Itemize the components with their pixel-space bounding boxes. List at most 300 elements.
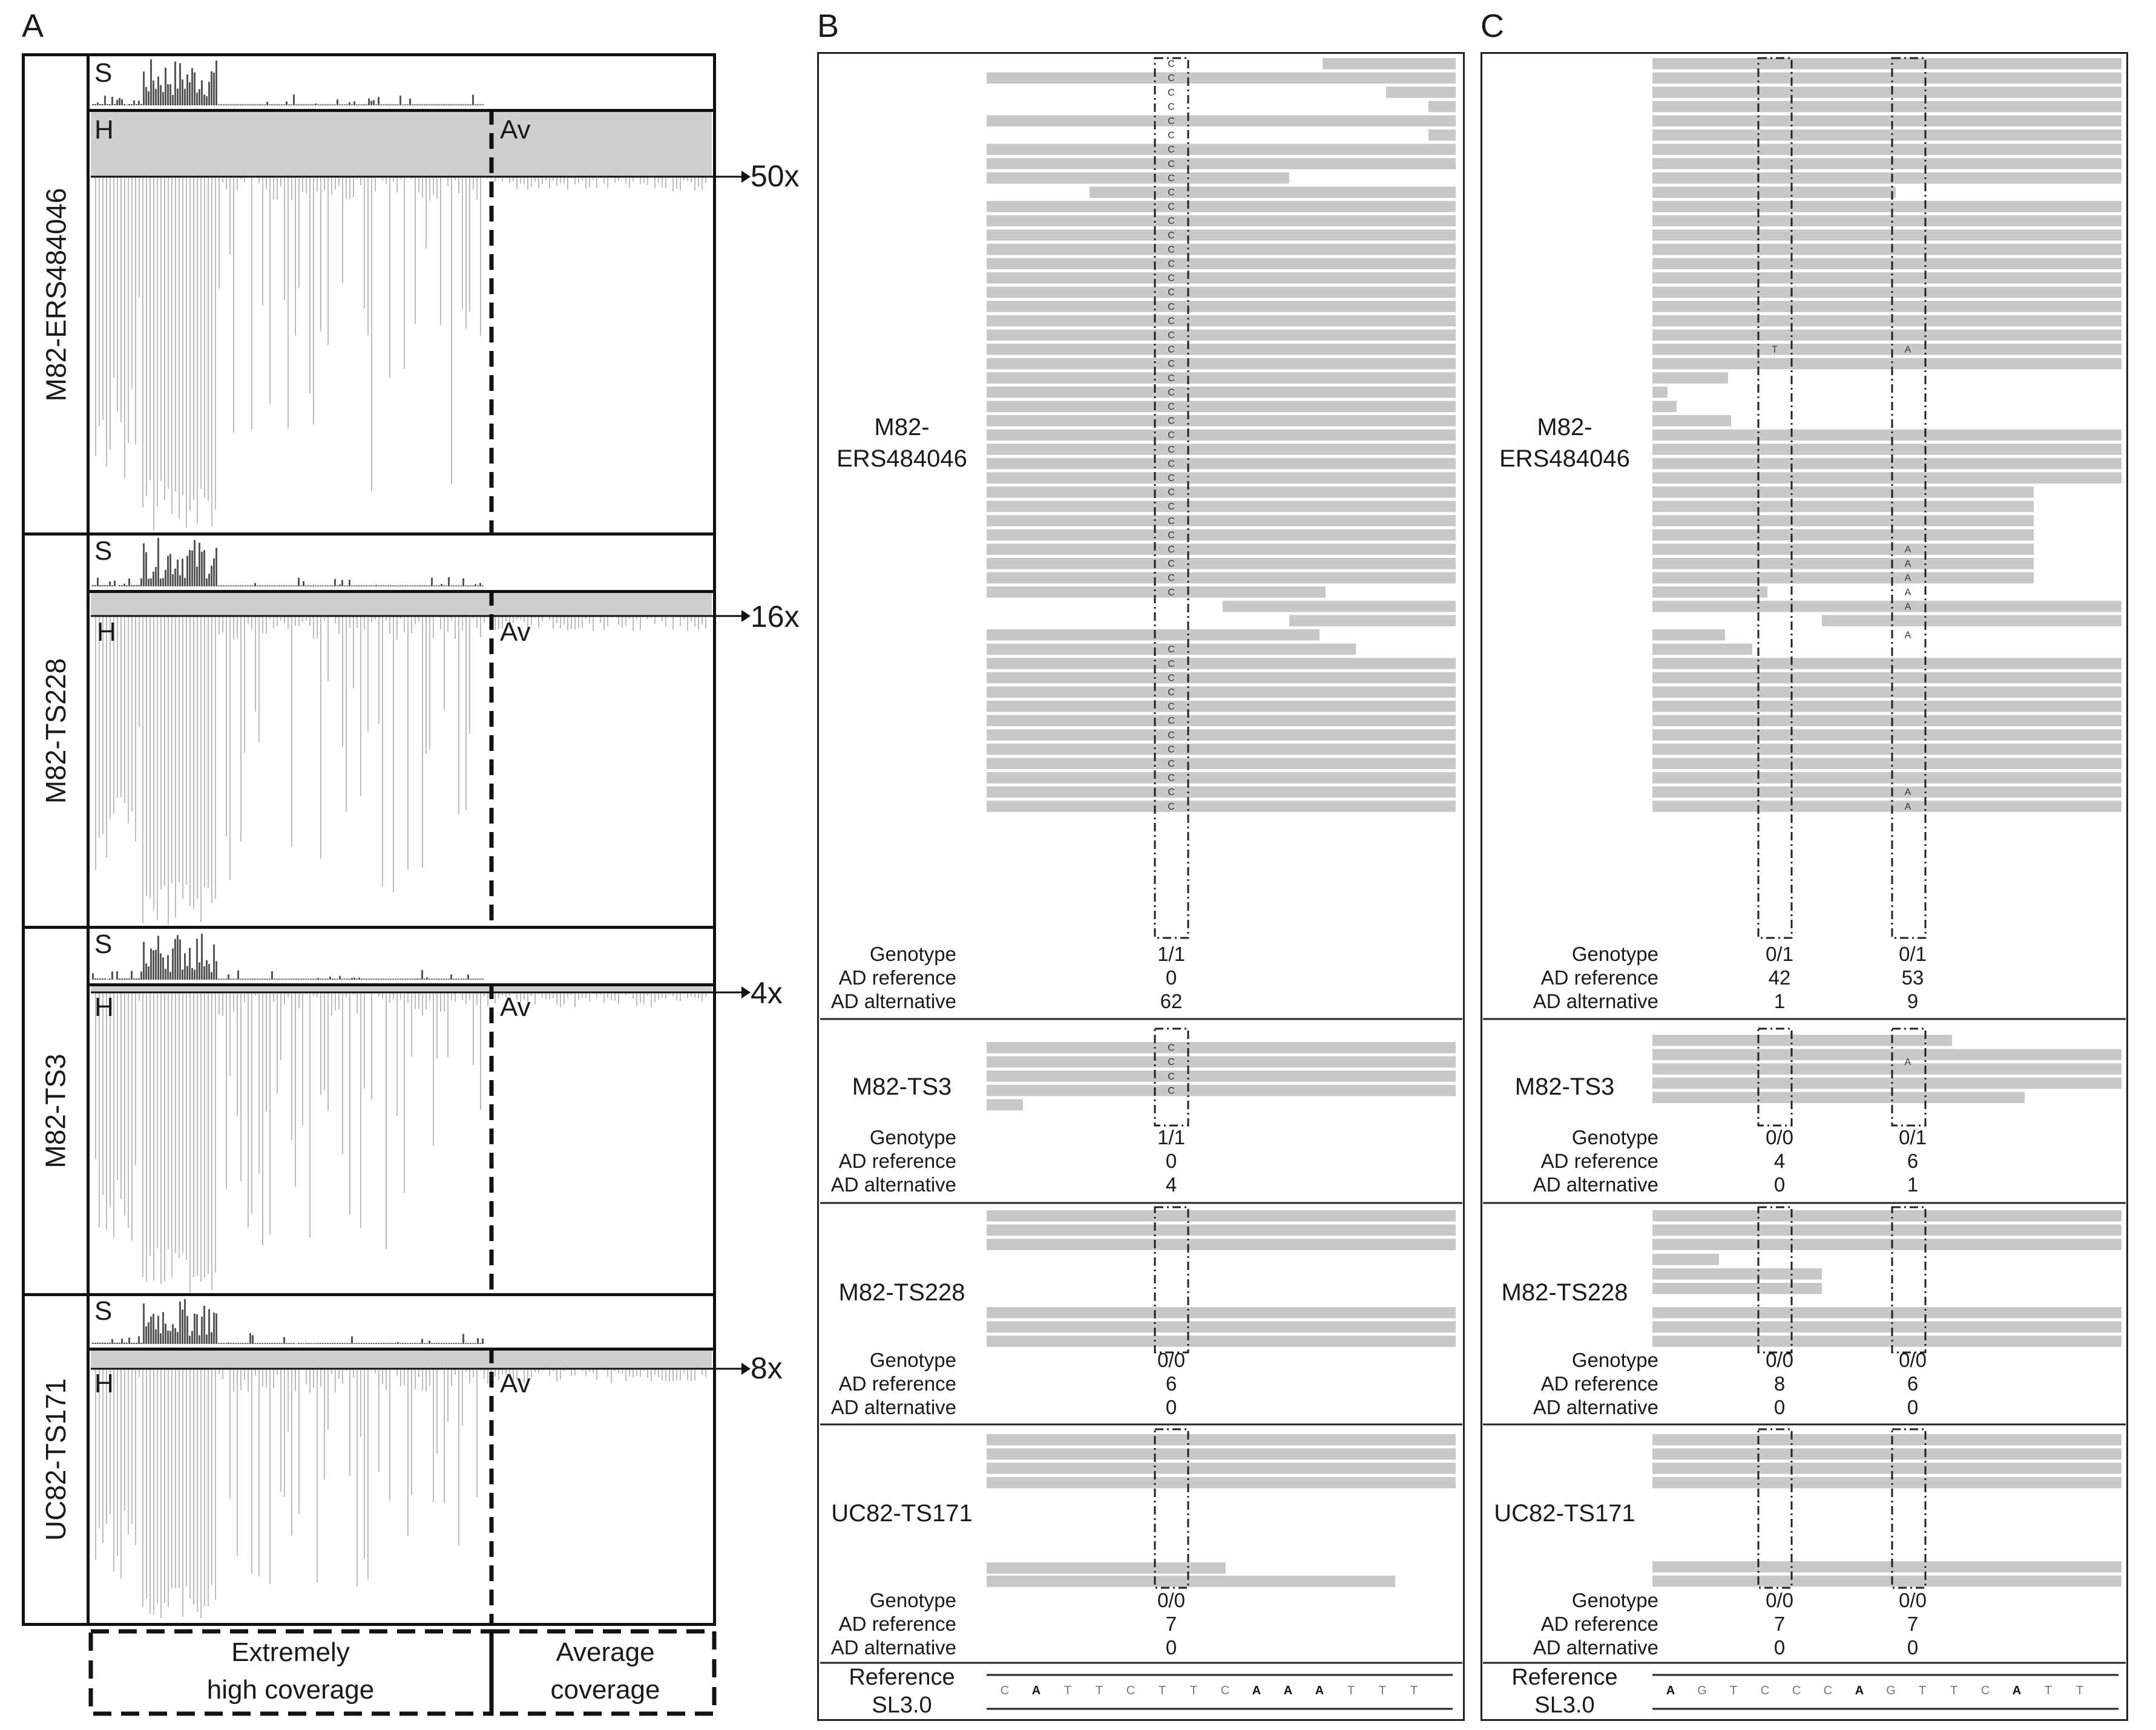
genotype-value: 1/1 — [1157, 1126, 1185, 1148]
read — [1652, 1225, 2121, 1236]
ad-alternative-label: AD alternative — [830, 990, 956, 1012]
sample-name: M82- ERS484046 — [1499, 414, 1630, 472]
site2-genotype-value: 0/0 — [1899, 1589, 1927, 1611]
read — [987, 586, 1326, 598]
reference-base: A — [1031, 1684, 1041, 1697]
read — [1652, 144, 2121, 156]
read — [987, 558, 1456, 569]
h-track-label: H — [94, 115, 114, 145]
coverage-label: 8x — [751, 1351, 783, 1385]
ad-alternative-value: 0 — [1165, 1396, 1177, 1418]
read — [1652, 301, 2121, 312]
read — [1652, 287, 2121, 298]
read-base: C — [1168, 259, 1175, 269]
read-base: A — [1904, 601, 1911, 612]
reference-base: G — [1886, 1684, 1896, 1697]
read — [987, 672, 1456, 684]
read — [1652, 1283, 1822, 1294]
read — [987, 701, 1456, 712]
read-base: C — [1168, 130, 1175, 141]
read-base: C — [1168, 787, 1175, 798]
read — [987, 729, 1456, 741]
read-base: C — [1168, 487, 1175, 498]
ad-alternative-label: AD alternative — [1533, 990, 1658, 1012]
read-base: C — [1168, 545, 1175, 555]
read-base: A — [1904, 801, 1911, 812]
reference-label: Reference SL3.0 — [1511, 1665, 1618, 1718]
read — [987, 158, 1456, 169]
ad-alternative-label: AD alternative — [830, 1636, 956, 1659]
read — [987, 272, 1456, 284]
read-base: C — [1168, 644, 1175, 655]
read — [987, 372, 1456, 384]
read-base: C — [1168, 773, 1175, 784]
read — [987, 472, 1456, 483]
read — [1323, 58, 1456, 70]
read — [1652, 801, 2121, 812]
read-base: C — [1168, 730, 1175, 741]
ad-alternative-label: AD alternative — [830, 1173, 956, 1196]
read — [987, 1449, 1456, 1460]
read — [987, 301, 1456, 312]
read — [1652, 472, 2121, 483]
reference-base: T — [1063, 1684, 1072, 1697]
site1-ad-alternative-value: 0 — [1773, 1636, 1786, 1659]
read — [987, 529, 1456, 541]
read — [1652, 73, 2121, 84]
genotype-label: Genotype — [869, 1589, 956, 1611]
read-base: C — [1168, 330, 1175, 341]
read — [1652, 1463, 2121, 1474]
read — [1652, 1322, 2121, 1333]
read — [1652, 444, 2121, 455]
average-marker-label: Av — [500, 115, 531, 145]
read-base: A — [1904, 787, 1911, 798]
ad-reference-label: AD reference — [838, 1150, 956, 1172]
read-base: C — [1168, 188, 1175, 198]
read-base: A — [1904, 630, 1911, 641]
read — [1652, 387, 1668, 398]
sample-name: M82-TS3 — [1514, 1073, 1615, 1100]
read — [1652, 172, 2121, 184]
reference-base: C — [1220, 1684, 1230, 1697]
genotype-label: Genotype — [1571, 1349, 1658, 1371]
coverage-label: 4x — [751, 976, 783, 1010]
sample-name: M82-TS228 — [838, 1279, 965, 1306]
read — [987, 543, 1456, 555]
read — [987, 1463, 1456, 1474]
read — [987, 715, 1456, 727]
sample-name: UC82-TS171 — [831, 1500, 973, 1527]
genotype-label: Genotype — [869, 943, 956, 965]
read — [987, 315, 1456, 327]
read — [987, 515, 1456, 526]
ad-alternative-label: AD alternative — [1533, 1636, 1658, 1659]
read — [987, 1576, 1395, 1587]
read-base: C — [1168, 73, 1175, 84]
site1-ad-alternative-value: 0 — [1773, 1396, 1786, 1418]
coverage-label: 16x — [751, 600, 800, 634]
site2-ad-reference-value: 6 — [1907, 1150, 1919, 1172]
read — [987, 1099, 1023, 1110]
read — [1652, 672, 2121, 684]
read-base: C — [1168, 1071, 1175, 1082]
reference-base: C — [1792, 1684, 1801, 1697]
read — [1652, 772, 2121, 784]
read — [1652, 501, 2034, 513]
read — [1652, 1239, 2121, 1250]
footer-high-coverage: Extremely high coverage — [206, 1637, 375, 1705]
read — [1652, 543, 2034, 555]
read — [1652, 158, 2121, 169]
read — [1652, 344, 2121, 355]
read — [987, 487, 1456, 498]
read — [1652, 1477, 2121, 1489]
reference-base: A — [1252, 1684, 1261, 1697]
read-base: C — [1168, 1043, 1175, 1053]
site2-ad-alternative-value: 0 — [1907, 1396, 1919, 1418]
read — [987, 1239, 1456, 1250]
site1-genotype-value: 0/0 — [1766, 1349, 1793, 1371]
reference-base: A — [1855, 1684, 1864, 1697]
read-base: C — [1168, 759, 1175, 769]
read — [1652, 430, 2121, 441]
read — [1652, 658, 2121, 669]
read — [987, 1562, 1226, 1574]
read — [987, 787, 1456, 798]
site2-ad-alternative-value: 1 — [1907, 1173, 1919, 1196]
read — [1652, 1434, 2121, 1446]
genotype-value: 0/0 — [1157, 1349, 1185, 1371]
read — [987, 1085, 1456, 1096]
read-base: C — [1168, 744, 1175, 755]
read-base: C — [1168, 145, 1175, 156]
site2-ad-reference-value: 53 — [1901, 966, 1924, 989]
read — [1652, 1449, 2121, 1460]
read — [1652, 215, 2121, 227]
read — [1652, 1049, 2121, 1061]
site2-genotype-value: 0/1 — [1899, 943, 1927, 965]
read — [1652, 644, 1752, 655]
site2-genotype-value: 0/0 — [1899, 1349, 1927, 1371]
read — [1652, 244, 2121, 255]
read — [1652, 315, 2121, 327]
read-base: A — [1904, 545, 1911, 555]
read — [1652, 744, 2121, 755]
read-base: C — [1168, 202, 1175, 212]
read-base: C — [1168, 516, 1175, 526]
read — [987, 501, 1456, 513]
read-base: A — [1904, 344, 1911, 355]
footer-average-coverage: Average coverage — [550, 1637, 660, 1705]
read — [1289, 615, 1456, 626]
ad-alternative-label: AD alternative — [1533, 1173, 1658, 1196]
s-track-label: S — [94, 536, 113, 566]
reference-base: G — [1697, 1684, 1707, 1697]
reference-base: T — [1950, 1684, 1958, 1697]
read — [1652, 601, 2121, 612]
read — [1652, 415, 1731, 427]
read — [1652, 358, 2121, 370]
read-base: C — [1168, 344, 1175, 355]
site1-ad-reference-value: 4 — [1773, 1150, 1786, 1172]
h-track-label: H — [94, 992, 114, 1022]
reference-base: T — [2075, 1684, 2084, 1697]
read — [987, 572, 1456, 584]
read — [1652, 1078, 2121, 1089]
read — [1652, 258, 2121, 269]
read — [987, 1477, 1456, 1489]
ad-reference-value: 0 — [1165, 966, 1177, 989]
read-base: C — [1168, 801, 1175, 812]
read-base: C — [1168, 673, 1175, 684]
read-base: C — [1168, 230, 1175, 241]
site1-genotype-value: 0/1 — [1766, 943, 1793, 965]
read — [1652, 401, 1677, 412]
ad-alternative-label: AD alternative — [1533, 1396, 1658, 1418]
read — [1652, 1268, 1822, 1280]
genotype-label: Genotype — [1571, 943, 1658, 965]
read — [1652, 229, 2121, 241]
panel-c-letter: C — [1481, 8, 1504, 44]
read — [987, 258, 1456, 269]
reference-base: T — [1158, 1684, 1166, 1697]
read — [987, 629, 1320, 641]
read — [987, 215, 1456, 227]
reference-base: A — [1315, 1684, 1324, 1697]
average-marker-label: Av — [500, 1369, 531, 1398]
h-track-label: H — [94, 1369, 114, 1398]
read-base: C — [1168, 473, 1175, 483]
read — [987, 201, 1456, 212]
sample-label: UC82-TS171 — [40, 1378, 72, 1541]
read — [987, 658, 1456, 669]
read-base: C — [1168, 459, 1175, 470]
read — [1652, 1561, 2121, 1573]
read-base: C — [1168, 373, 1175, 384]
s-track-label: S — [94, 929, 113, 959]
read-base: A — [1904, 559, 1911, 569]
average-marker-label: Av — [500, 617, 531, 647]
reference-base: C — [1126, 1684, 1136, 1697]
read — [1223, 601, 1456, 612]
read-base: C — [1168, 359, 1175, 370]
site1-ad-reference-value: 7 — [1773, 1613, 1786, 1635]
read — [1652, 1307, 2121, 1319]
read — [987, 73, 1456, 84]
read — [1652, 129, 2121, 141]
read-base: C — [1168, 444, 1175, 455]
read-base: C — [1168, 559, 1175, 569]
reference-base: T — [2044, 1684, 2052, 1697]
read-base: T — [1772, 344, 1778, 355]
read — [987, 229, 1456, 241]
read-base: A — [1904, 573, 1911, 584]
coverage-label: 50x — [751, 159, 800, 193]
read — [1652, 272, 2121, 284]
sample-label: M82-TS228 — [40, 658, 71, 804]
reference-base: C — [1760, 1684, 1770, 1697]
read-base: C — [1168, 159, 1175, 169]
read-base: C — [1168, 216, 1175, 227]
read-base: C — [1168, 687, 1175, 698]
read — [1652, 87, 2121, 98]
read-base: C — [1168, 301, 1175, 312]
read-base: C — [1168, 287, 1175, 298]
read — [987, 444, 1456, 455]
read — [987, 329, 1456, 341]
read — [1652, 1335, 2121, 1347]
read — [1652, 701, 2121, 712]
read — [1652, 758, 2121, 769]
read — [1822, 615, 2121, 626]
read-base: C — [1168, 701, 1175, 712]
read — [987, 1434, 1456, 1446]
h-track-label: H — [97, 617, 116, 647]
ad-reference-label: AD reference — [1540, 1372, 1658, 1395]
site1-ad-alternative-value: 1 — [1773, 990, 1786, 1012]
site1-ad-reference-value: 8 — [1773, 1372, 1786, 1395]
read — [987, 1057, 1456, 1068]
ad-reference-label: AD reference — [838, 1372, 956, 1395]
site1-ad-reference-value: 42 — [1768, 966, 1791, 989]
read — [987, 415, 1456, 427]
read — [1652, 1035, 1952, 1046]
panel-a-letter: A — [22, 8, 44, 44]
site2-ad-reference-value: 7 — [1907, 1613, 1919, 1635]
ad-alternative-value: 4 — [1165, 1173, 1177, 1196]
read — [987, 1210, 1456, 1222]
read-base: C — [1168, 402, 1175, 412]
read — [987, 387, 1456, 398]
read — [1652, 529, 2034, 541]
read — [1652, 458, 2121, 470]
read — [987, 401, 1456, 412]
read-base: C — [1168, 587, 1175, 598]
site2-genotype-value: 0/1 — [1899, 1126, 1927, 1148]
read-base: C — [1168, 273, 1175, 284]
reference-base: T — [1378, 1684, 1387, 1697]
read — [1652, 186, 1896, 198]
read — [987, 1335, 1456, 1347]
read-base: C — [1168, 1057, 1175, 1068]
genotype-label: Genotype — [869, 1126, 956, 1148]
read — [987, 1322, 1456, 1333]
reference-base: T — [1189, 1684, 1198, 1697]
read-base: C — [1168, 87, 1175, 98]
sample-name: M82-TS3 — [852, 1073, 952, 1100]
ad-reference-value: 0 — [1165, 1150, 1177, 1172]
read-base: C — [1168, 316, 1175, 327]
read-base: C — [1168, 244, 1175, 255]
sample-label: M82-ERS484046 — [40, 188, 72, 401]
sample-name: M82- ERS484046 — [836, 414, 967, 472]
read — [987, 287, 1456, 298]
s-track-label: S — [94, 58, 113, 88]
read-base: A — [1904, 587, 1911, 598]
site2-ad-alternative-value: 9 — [1907, 990, 1919, 1012]
reference-base: T — [1095, 1684, 1103, 1697]
read — [1652, 629, 1725, 641]
site1-ad-alternative-value: 0 — [1773, 1173, 1786, 1196]
reference-label: Reference SL3.0 — [849, 1665, 955, 1718]
read — [1652, 558, 2034, 569]
read — [1652, 1063, 2121, 1075]
read — [987, 358, 1456, 370]
ad-alternative-label: AD alternative — [830, 1396, 956, 1418]
read — [1386, 87, 1456, 98]
read — [987, 1225, 1456, 1236]
ad-alternative-value: 62 — [1160, 990, 1183, 1012]
genotype-value: 0/0 — [1157, 1589, 1185, 1611]
read-base: C — [1168, 573, 1175, 584]
read — [987, 344, 1456, 355]
site2-ad-alternative-value: 0 — [1907, 1636, 1919, 1659]
genotype-label: Genotype — [1571, 1589, 1658, 1611]
read — [987, 172, 1289, 184]
read — [987, 744, 1456, 755]
read-base: C — [1168, 173, 1175, 184]
read-base: C — [1168, 416, 1175, 427]
read — [1652, 1092, 2025, 1103]
read — [1652, 58, 2121, 70]
read — [1652, 101, 2121, 113]
reference-base: A — [2012, 1684, 2022, 1697]
read — [987, 115, 1456, 126]
ad-alternative-value: 0 — [1165, 1636, 1177, 1659]
sample-name: M82-TS228 — [1501, 1279, 1628, 1306]
read — [987, 686, 1456, 698]
reference-base: A — [1666, 1684, 1675, 1697]
read — [1652, 487, 2034, 498]
read-base: C — [1168, 716, 1175, 727]
reference-base: T — [1729, 1684, 1738, 1697]
s-track-label: S — [94, 1296, 113, 1326]
read — [987, 1307, 1456, 1319]
read-base: A — [1904, 1057, 1911, 1068]
read — [987, 144, 1456, 156]
ad-reference-label: AD reference — [838, 1613, 956, 1635]
read — [1428, 129, 1456, 141]
read — [1652, 515, 2034, 526]
genotype-label: Genotype — [1571, 1126, 1658, 1148]
read-base: C — [1168, 102, 1175, 113]
average-marker-label: Av — [500, 992, 531, 1022]
sample-label: M82-TS3 — [40, 1053, 72, 1168]
read — [1652, 729, 2121, 741]
read — [1652, 787, 2121, 798]
ad-reference-label: AD reference — [838, 966, 956, 989]
sample-name: UC82-TS171 — [1494, 1500, 1635, 1527]
read-base: C — [1168, 530, 1175, 541]
site2-ad-reference-value: 6 — [1907, 1372, 1919, 1395]
read — [987, 758, 1456, 769]
read — [987, 458, 1456, 470]
read — [1652, 201, 2121, 212]
reference-base: C — [1000, 1684, 1010, 1697]
reference-base: T — [1410, 1684, 1418, 1697]
ad-reference-label: AD reference — [1540, 1613, 1658, 1635]
read — [1428, 101, 1456, 113]
read — [1652, 1210, 2121, 1222]
reference-base: T — [1918, 1684, 1927, 1697]
read — [987, 244, 1456, 255]
read — [1652, 1254, 1719, 1265]
read — [987, 430, 1456, 441]
ad-reference-label: AD reference — [1540, 966, 1658, 989]
read — [987, 1042, 1456, 1053]
site1-genotype-value: 0/0 — [1766, 1126, 1793, 1148]
